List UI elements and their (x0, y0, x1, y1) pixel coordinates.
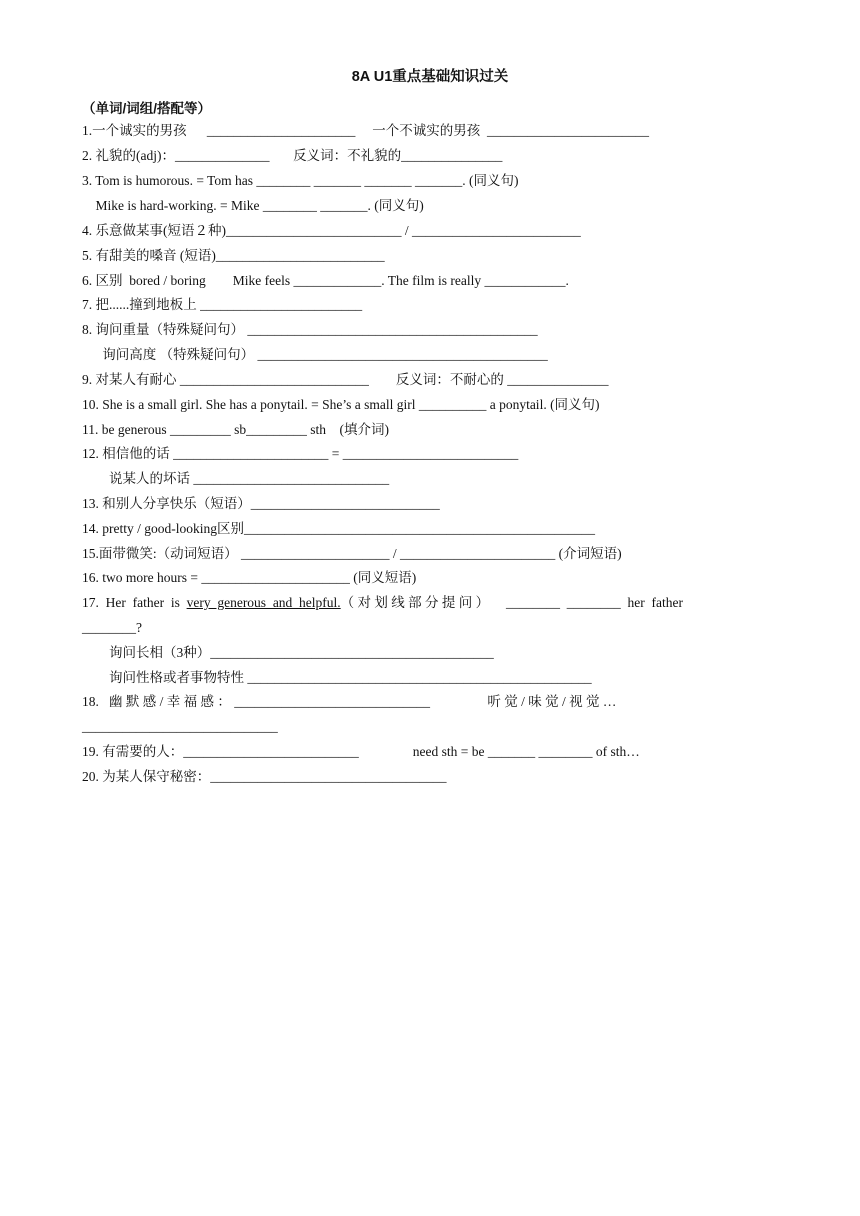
question-line: 11. be generous _________ sb_________ sth (填介词) (82, 422, 389, 437)
question-line: 3. Tom is humorous. = Tom has ________ _______ _______ _______. (同义句) (82, 173, 519, 188)
question-line: 14. pretty / good-looking区别____________________________________________________ (82, 521, 595, 536)
page-title: 8A U1重点基础知识过关 (351, 69, 509, 85)
question-line: 16. two more hours = ______________________ (同义短语) (82, 570, 417, 585)
question-line: 13. 和别人分享快乐（短语）____________________________ (82, 496, 440, 511)
question-line: 18. 幽 默 感 / 幸 福 感 ： _____________________________ 听 觉 / 味 觉 / 视 觉 … (82, 694, 617, 709)
question-line: 1.一个诚实的男孩 ______________________ 一个不诚实的男孩 ________________________ (82, 123, 649, 138)
question-line: 7. 把......撞到地板上 ________________________ (82, 297, 363, 312)
q17-prefix: 17. Her father is (82, 595, 187, 610)
question-line: 10. She is a small girl. She has a ponytail. = She’s a small girl __________ a ponytail. (同义句) (82, 397, 600, 412)
question-line: 12. 相信他的话 _______________________ = __________________________ (82, 446, 519, 461)
question-line: 9. 对某人有耐心 ____________________________ 反义词：不耐心的 _______________ (82, 372, 609, 387)
question-line: _____________________________ (82, 719, 278, 734)
q17-underlined-phrase: very generous and helpful. (186, 595, 341, 610)
question-line: 4. 乐意做某事(短语２种)__________________________ / _________________________ (82, 223, 581, 238)
question-line: 询问性格或者事物特性 ___________________________________________________ (82, 670, 592, 685)
question-line: 8. 询问重量（特殊疑问句） ___________________________________________ (82, 322, 538, 337)
question-line: 15.面带微笑:（动词短语） ______________________ / _______________________ (介词短语) (82, 546, 622, 561)
question-line: 19. 有需要的人：__________________________ need sth = be _______ ________ of sth… (82, 744, 640, 759)
question-line: 6. 区别 bored / boring Mike feels _____________. The film is really ____________. (82, 273, 569, 288)
section-subtitle: （单词/词组/搭配等） (82, 101, 212, 116)
question-line: 2. 礼貌的(adj)：______________ 反义词：不礼貌的_______________ (82, 148, 503, 163)
question-line: ________? (82, 620, 142, 635)
question-line: Mike is hard-working. = Mike ________ _______. (同义句) (82, 198, 424, 213)
question-line: 询问高度 （特殊疑问句） ___________________________________________ (82, 347, 548, 362)
question-line-17 (82, 594, 742, 612)
question-line: 20. 为某人保守秘密：___________________________________ (82, 769, 447, 784)
question-line: 5. 有甜美的嗓音 (短语)_________________________ (82, 248, 385, 263)
question-line: 说某人的坏话 _____________________________ (82, 471, 390, 486)
q17-suffix: （ 对 划 线 部 分 提 问 ） ________ ________ her father (340, 595, 684, 610)
question-line: 询问长相（3种）__________________________________________ (82, 645, 494, 660)
